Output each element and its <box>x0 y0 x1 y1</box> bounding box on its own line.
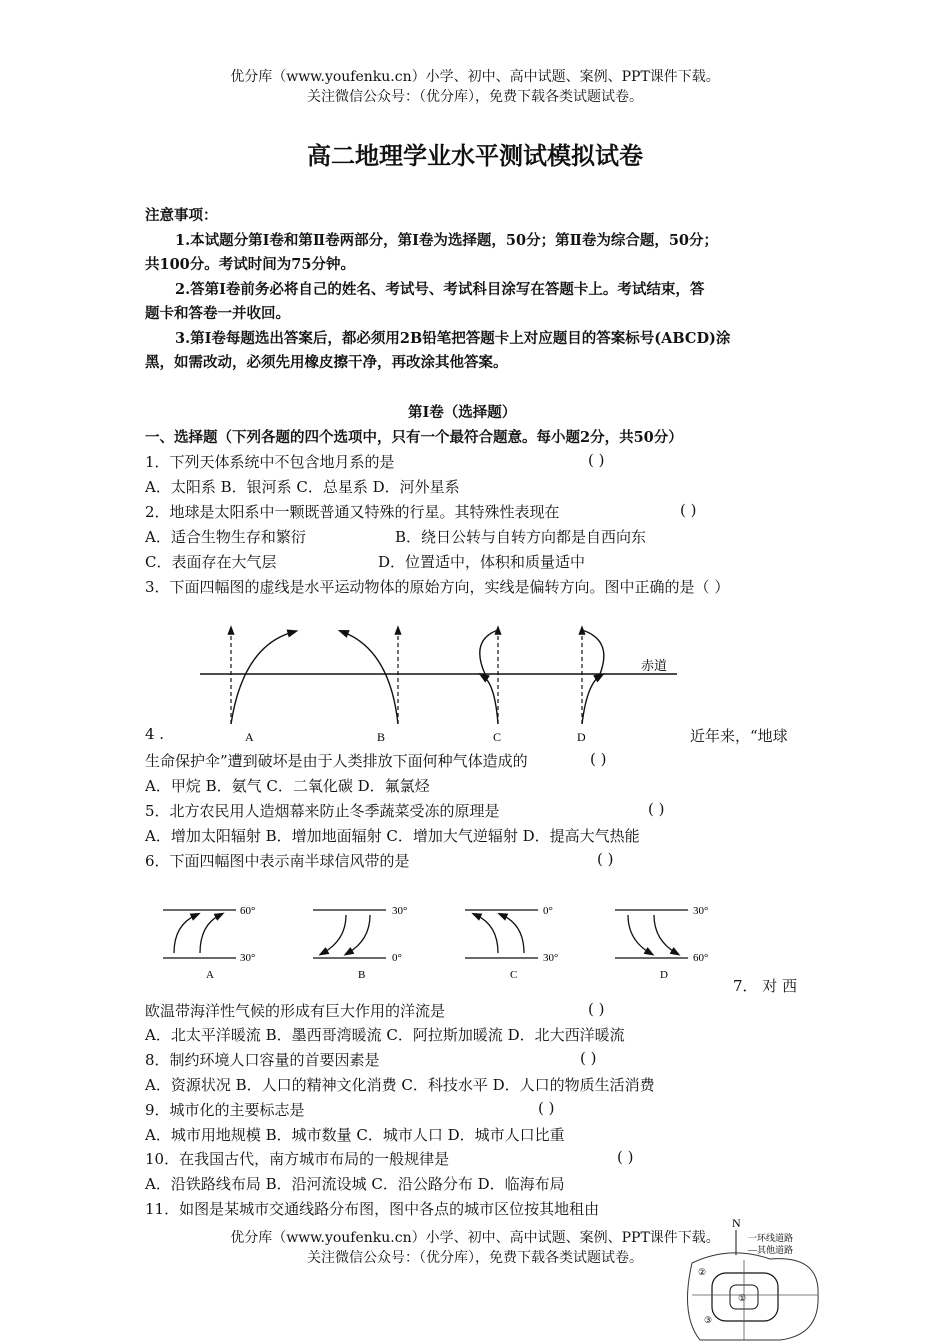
fig6-d-label: D <box>660 969 668 981</box>
fig3-b-label: B <box>377 730 386 744</box>
fig3-b-deflected <box>343 632 398 724</box>
fig6-d-arrow-2 <box>654 915 676 953</box>
map-mark-1: ① <box>738 1293 747 1303</box>
note-1a: 1.本试题分第Ⅰ卷和第Ⅱ卷两部分，第Ⅰ卷为选择题，50分；第Ⅱ卷为综合题，50分； <box>175 232 718 249</box>
q2-option-c: C．表面存在大气层 <box>145 553 277 571</box>
q10-answer-paren: ( ) <box>617 1148 634 1166</box>
section-intro: 一、选择题（下列各题的四个选项中，只有一个最符合题意。每小题2分，共50分） <box>145 429 683 446</box>
fig6-d-arrow-1 <box>628 915 650 953</box>
fig6-d-top-lat: 30° <box>693 905 709 917</box>
fig6-b-arrow-1 <box>323 915 346 953</box>
header-line-1: 优分库（www.youfenku.cn）小学、初中、高中试题、案例、PPT课件下载。 <box>230 69 720 85</box>
fig6-c-top-lat: 0° <box>543 905 553 917</box>
q5-stem: 5．北方农民用人造烟幕来防止冬季蔬菜受冻的原理是 <box>145 802 500 820</box>
q4-stem-tail: 近年来，“地球 <box>690 727 788 745</box>
fig6-a-arrow-2 <box>200 915 220 953</box>
fig6-c-arrow-1 <box>476 915 498 953</box>
fig6-a-bottom-lat: 30° <box>240 952 256 964</box>
q4-number: 4 . <box>145 725 165 743</box>
fig3-a-label: A <box>245 730 254 744</box>
fig6-d-bottom-lat: 60° <box>693 952 709 964</box>
notes-heading: 注意事项： <box>145 207 218 224</box>
q2-option-a: A．适合生物生存和繁衍 <box>145 528 306 546</box>
q9-stem: 9．城市化的主要标志是 <box>145 1101 305 1119</box>
q7-options: A．北太平洋暖流 B．墨西哥湾暖流 C．阿拉斯加暖流 D．北大西洋暖流 <box>145 1026 625 1044</box>
fig6-a-label: A <box>206 969 214 981</box>
q1-answer-paren: ( ) <box>588 451 605 469</box>
q4-stem: 生命保护伞”遭到破坏是由于人类排放下面何种气体造成的 <box>145 752 528 770</box>
q9-options: A．城市用地规模 B．城市数量 C．城市人口 D．城市人口比重 <box>145 1126 565 1144</box>
q9-answer-paren: ( ) <box>538 1099 555 1117</box>
q2-option-d: D．位置适中，体积和质量适中 <box>378 553 586 571</box>
q6-answer-paren: ( ) <box>597 850 614 868</box>
note-1b: 共100分。考试时间为75分钟。 <box>145 256 355 273</box>
map-mark-3: ③ <box>704 1315 713 1325</box>
q5-answer-paren: ( ) <box>648 800 665 818</box>
fig6-c-arrow-2 <box>502 915 524 953</box>
q1-options: A．太阳系 B．银河系 C．总星系 D．河外星系 <box>145 478 460 496</box>
page-title: 高二地理学业水平测试模拟试卷 <box>307 141 643 170</box>
note-2a: 2.答第Ⅰ卷前务必将自己的姓名、考试号、考试科目涂写在答题卡上。考试结束，答 <box>175 281 705 298</box>
q8-stem: 8．制约环境人口容量的首要因素是 <box>145 1051 380 1069</box>
q6-stem: 6．下面四幅图中表示南半球信风带的是 <box>145 852 410 870</box>
fig6-c-label: C <box>510 969 518 981</box>
q10-stem: 10．在我国古代，南方城市布局的一般规律是 <box>145 1150 450 1168</box>
section-title: 第Ⅰ卷（选择题） <box>408 404 517 421</box>
q7-answer-paren: ( ) <box>588 1000 605 1018</box>
fig6-b-top-lat: 30° <box>392 905 408 917</box>
fig3-d-label: D <box>577 730 586 744</box>
q5-options: A．增加太阳辐射 B．增加地面辐射 C．增加大气逆辐射 D．提高大气热能 <box>145 827 640 845</box>
fig3-c-deflected-south <box>483 676 498 724</box>
fig6-a-arrow-1 <box>174 915 196 953</box>
fig6-b-bottom-lat: 0° <box>392 952 402 964</box>
note-2b: 题卡和答卷一并收回。 <box>145 305 290 322</box>
equator-label: 赤道 <box>641 658 668 673</box>
header-line-2: 关注微信公众号：（优分库），免费下载各类试题试卷。 <box>307 89 643 105</box>
q1-stem: 1．下列天体系统中不包含地月系的是 <box>145 453 395 471</box>
q6-trade-wind-figure <box>158 895 728 985</box>
q2-answer-paren: ( ) <box>680 501 697 519</box>
q8-answer-paren: ( ) <box>580 1049 597 1067</box>
map-north-label: N <box>732 1216 741 1230</box>
fig6-b-arrow-2 <box>348 915 370 953</box>
fig6-b-label: B <box>358 969 366 981</box>
q8-options: A．资源状况 B．人口的精神文化消费 C．科技水平 D．人口的物质生活消费 <box>145 1076 655 1094</box>
q3-stem: 3．下面四幅图的虚线是水平运动物体的原始方向，实线是偏转方向。图中正确的是（ ） <box>145 578 730 596</box>
map-mark-2: ② <box>698 1267 707 1277</box>
q2-stem: 2．地球是太阳系中一颗既普通又特殊的行星。其特殊性表现在 <box>145 503 560 521</box>
fig6-a-top-lat: 60° <box>240 905 256 917</box>
q4-options: A．甲烷 B．氨气 C．二氧化碳 D．氟氯烃 <box>145 777 430 795</box>
note-3b: 黑，如需改动，必须先用橡皮擦干净，再改涂其他答案。 <box>145 354 508 371</box>
q3-deflection-figure <box>195 620 685 745</box>
q11-stem: 11．如图是某城市交通线路分布图，图中各点的城市区位按其地租由 <box>145 1200 600 1218</box>
fig3-c-label: C <box>493 730 502 744</box>
fig3-d-deflected-north <box>582 630 604 674</box>
q10-options: A．沿铁路线布局 B．沿河流设城 C．沿公路分布 D．临海布局 <box>145 1175 565 1193</box>
note-3a: 3.第Ⅰ卷每题选出答案后，都必须用2B铅笔把答题卡上对应题目的答案标号(ABCD)涂 <box>175 330 731 347</box>
map-legend-1: 一环线道路 <box>748 1233 794 1243</box>
fig6-c-bottom-lat: 30° <box>543 952 559 964</box>
q7-number: 7． 对 西 <box>733 977 798 995</box>
footer-line-1: 优分库（www.youfenku.cn）小学、初中、高中试题、案例、PPT课件下载。 <box>230 1230 720 1246</box>
fig3-c-deflected-north <box>480 630 498 674</box>
q2-option-b: B．绕日公转与自转方向都是自西向东 <box>395 528 647 546</box>
q4-answer-paren: ( ) <box>590 750 607 768</box>
map-legend-2: —其他道路 <box>748 1245 794 1255</box>
fig3-d-deflected-south <box>582 676 600 724</box>
q7-stem: 欧温带海洋性气候的形成有巨大作用的洋流是 <box>145 1002 446 1020</box>
fig3-a-deflected <box>231 632 293 724</box>
footer-line-2: 关注微信公众号：（优分库），免费下载各类试题试卷。 <box>307 1250 643 1266</box>
